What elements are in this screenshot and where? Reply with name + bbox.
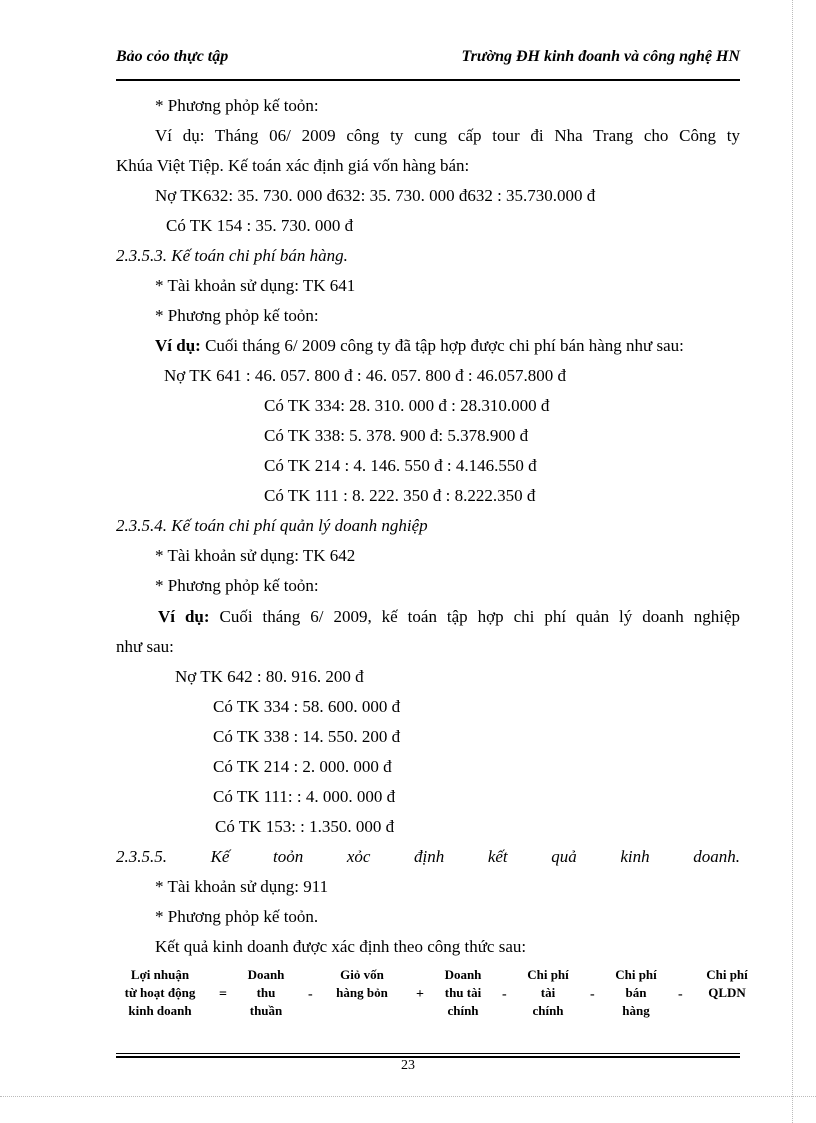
entry-642-credit-111: Có TK 111: : 4. 000. 000 đ — [213, 787, 396, 806]
method-line-3: * Phương phỏp kế toỏn: — [155, 576, 319, 595]
entry-credit-338: Có TK 338: 5. 378. 900 đ: 5.378.900 đ — [264, 426, 529, 445]
entry-debit-632: Nợ TK632: 35. 730. 000 đ632: 35. 730. 000 đ632 : 35.730.000 đ — [155, 186, 596, 205]
account-642-line: * Tài khoản sử dụng: TK 642 — [155, 546, 356, 565]
section-2-3-5-4: 2.3.5.4. Kế toán chi phí quản lý doanh nghiệp — [116, 516, 428, 535]
example-text: Cuối tháng 6/ 2009 công ty đã tập hợp được chi phí bán hàng như sau: — [200, 336, 684, 355]
entry-642-credit-338: Có TK 338 : 14. 550. 200 đ — [213, 727, 401, 746]
formula-text: Doanh — [247, 967, 285, 982]
header-rule — [116, 79, 740, 81]
page-header — [116, 48, 740, 72]
formula-term-net-revenue — [236, 966, 296, 1020]
header-left: Bảo cỏo thực tập — [116, 48, 229, 65]
formula-term-cogs — [324, 966, 400, 1002]
formula-term-selling-expense — [600, 966, 672, 1020]
formula-text: bán — [625, 985, 647, 1000]
example-line-2: Khúa Việt Tiệp. Kế toán xác định giá vốn hàng bán: — [116, 156, 470, 175]
formula-text: thu — [256, 985, 276, 1000]
profit-formula — [112, 966, 772, 1030]
footer-rule-thin — [116, 1053, 740, 1054]
formula-term-financial-revenue — [428, 966, 498, 1020]
entry-credit-214: Có TK 214 : 4. 146. 550 đ : 4.146.550 đ — [264, 456, 537, 475]
formula-text: Giỏ vốn — [340, 967, 384, 982]
page-edge-bottom — [0, 1096, 816, 1097]
entry-credit-111: Có TK 111 : 8. 222. 350 đ : 8.222.350 đ — [264, 486, 536, 505]
formula-text: hàng — [622, 1003, 650, 1018]
formula-text: tài — [540, 985, 556, 1000]
example-642-line — [158, 606, 740, 628]
section-word: xỏc — [346, 847, 371, 866]
formula-text: từ hoạt động — [124, 985, 196, 1000]
entry-credit-154: Có TK 154 : 35. 730. 000 đ — [166, 216, 354, 235]
entry-debit-642: Nợ TK 642 : 80. 916. 200 đ — [175, 667, 364, 686]
formula-text: Doanh — [444, 967, 482, 982]
formula-text: Lợi nhuận — [130, 967, 190, 982]
section-word: Kế — [210, 847, 230, 866]
page-number: 23 — [401, 1058, 415, 1073]
entry-credit-334: Có TK 334: 28. 310. 000 đ : 28.310.000 đ — [264, 396, 550, 415]
account-911-line: * Tài khoản sử dụng: 911 — [155, 877, 329, 896]
formula-text: Chi phí — [527, 967, 569, 982]
formula-term-financial-expense — [512, 966, 584, 1020]
section-word: kết — [487, 847, 508, 866]
formula-plus: + — [416, 987, 424, 1002]
formula-text: Chi phí — [706, 967, 748, 982]
example-641-line — [155, 335, 684, 357]
entry-642-credit-153: Có TK 153: : 1.350. 000 đ — [215, 817, 395, 836]
section-2-3-5-5 — [116, 846, 740, 868]
formula-text: Chi phí — [615, 967, 657, 982]
section-word: doanh. — [693, 847, 740, 866]
formula-text: chính — [447, 1003, 479, 1018]
section-word: 2.3.5.5. — [116, 847, 167, 866]
formula-text: thuần — [249, 1003, 283, 1018]
method-line-2: * Phương phỏp kế toỏn: — [155, 306, 319, 325]
formula-minus-2: - — [502, 987, 507, 1002]
section-word: quả — [551, 847, 577, 866]
formula-minus-1: - — [308, 987, 313, 1002]
formula-equals: = — [219, 987, 227, 1002]
entry-642-credit-214: Có TK 214 : 2. 000. 000 đ — [213, 757, 392, 776]
section-word: định — [414, 847, 445, 866]
formula-term-admin-expense — [696, 966, 758, 1002]
example-label: Ví dụ: — [155, 336, 201, 355]
section-word: kinh — [620, 847, 650, 866]
formula-text: hàng bỏn — [336, 985, 388, 1000]
method-line-4: * Phương phỏp kế toỏn. — [155, 907, 319, 926]
formula-text: kinh doanh — [128, 1003, 192, 1018]
formula-text: thu tài — [444, 985, 482, 1000]
formula-intro: Kết quả kinh doanh được xác định theo công thức sau: — [155, 937, 527, 956]
section-2-3-5-3: 2.3.5.3. Kế toán chi phí bán hàng. — [116, 246, 348, 265]
formula-minus-4: - — [678, 987, 683, 1002]
formula-minus-3: - — [590, 987, 595, 1002]
entry-debit-641: Nợ TK 641 : 46. 057. 800 đ : 46. 057. 800 đ : 46.057.800 đ — [164, 366, 567, 385]
formula-term-profit — [112, 966, 208, 1020]
entry-642-credit-334: Có TK 334 : 58. 600. 000 đ — [213, 697, 401, 716]
formula-text: QLDN — [708, 985, 746, 1000]
page-edge-right — [792, 0, 793, 1123]
method-line-1: * Phương phỏp kế toỏn: — [155, 96, 319, 115]
header-right: Trường ĐH kinh đoanh và công nghệ HN — [461, 48, 740, 65]
example-line-1: Ví dụ: Tháng 06/ 2009 công ty cung cấp tour đi Nha Trang cho Công ty — [155, 126, 740, 145]
example-label-2: Ví dụ: — [158, 607, 210, 626]
section-word: toỏn — [273, 847, 304, 866]
example-642-line-2: như sau: — [116, 637, 174, 656]
formula-text: chính — [532, 1003, 564, 1018]
example-text-2: Cuối tháng 6/ 2009, kế toán tập hợp chi phí quản lý doanh nghiệp — [209, 607, 741, 626]
account-641-line: * Tài khoản sử dụng: TK 641 — [155, 276, 356, 295]
